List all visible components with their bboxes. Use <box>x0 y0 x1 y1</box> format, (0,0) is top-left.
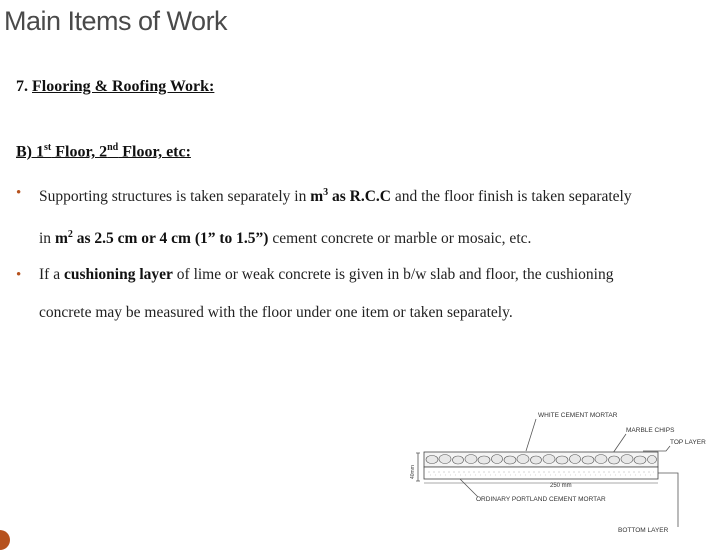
bullet-line <box>39 174 715 216</box>
text-run: as R.C.C <box>328 188 391 206</box>
bullet-line <box>39 294 715 332</box>
bullet-dot-icon: • <box>16 185 22 201</box>
section-number: 7. <box>16 78 28 95</box>
subsection-sup1: st <box>44 142 52 153</box>
dimension-bracket <box>416 453 420 481</box>
leader-line <box>658 473 678 527</box>
text-run: m <box>54 230 68 248</box>
section-title: Flooring & Roofing Work: <box>32 78 215 95</box>
leader-line <box>643 446 670 451</box>
bullet-line <box>39 216 715 258</box>
subsection-suffix: Floor, etc: <box>118 143 191 161</box>
text-run: Supporting structures is taken separately in <box>39 188 311 206</box>
text-run: of lime or weak concrete is given in b/w slab and floor, the cushioning <box>172 266 614 283</box>
label-dimension: 250 mm <box>550 483 572 489</box>
leader-line <box>526 419 536 451</box>
subsection-sup2: nd <box>107 142 119 153</box>
text-run: If a <box>39 266 64 283</box>
label-side: 40mm <box>410 465 416 479</box>
bottom-layer-band <box>424 467 658 479</box>
text-run: in <box>39 230 55 248</box>
label-marble-chips: MARBLE CHIPS <box>626 427 675 434</box>
bullet-line <box>39 256 715 294</box>
leader-line <box>460 479 478 497</box>
label-bottom-layer: BOTTOM LAYER <box>618 527 669 534</box>
subsection-heading <box>16 142 191 161</box>
subsection-middle: Floor, 2 <box>51 143 108 161</box>
label-white-cement: WHITE CEMENT MORTAR <box>538 412 618 419</box>
slide-title: Main Items of Work <box>4 6 228 36</box>
corner-accent <box>0 530 10 550</box>
text-bold <box>310 188 391 205</box>
bullet-dot-icon: • <box>16 267 22 283</box>
text-sup: 2 <box>67 229 73 241</box>
label-top-layer: TOP LAYER <box>670 439 706 446</box>
text-run: concrete may be measured with the floor under one item or taken separately. <box>39 304 513 321</box>
bullet-text <box>39 174 715 258</box>
text-bold: cushioning layer <box>63 266 173 283</box>
text-run: as 2.5 cm or 4 cm (1” to 1.5”) <box>72 230 269 248</box>
bullet-text <box>39 256 715 332</box>
text-sup: 3 <box>323 187 329 198</box>
text-run: and the floor finish is taken separately <box>391 188 632 206</box>
label-opc-mortar: ORDINARY PORTLAND CEMENT MORTAR <box>476 496 606 503</box>
text-run: cement concrete or marble or mosaic, etc. <box>268 230 532 248</box>
subsection-prefix: B) 1 <box>16 143 44 161</box>
flooring-layers-diagram <box>408 405 708 540</box>
text-bold <box>55 230 269 247</box>
section-heading <box>16 78 214 96</box>
text-run: m <box>310 188 324 206</box>
leader-line <box>613 434 626 453</box>
